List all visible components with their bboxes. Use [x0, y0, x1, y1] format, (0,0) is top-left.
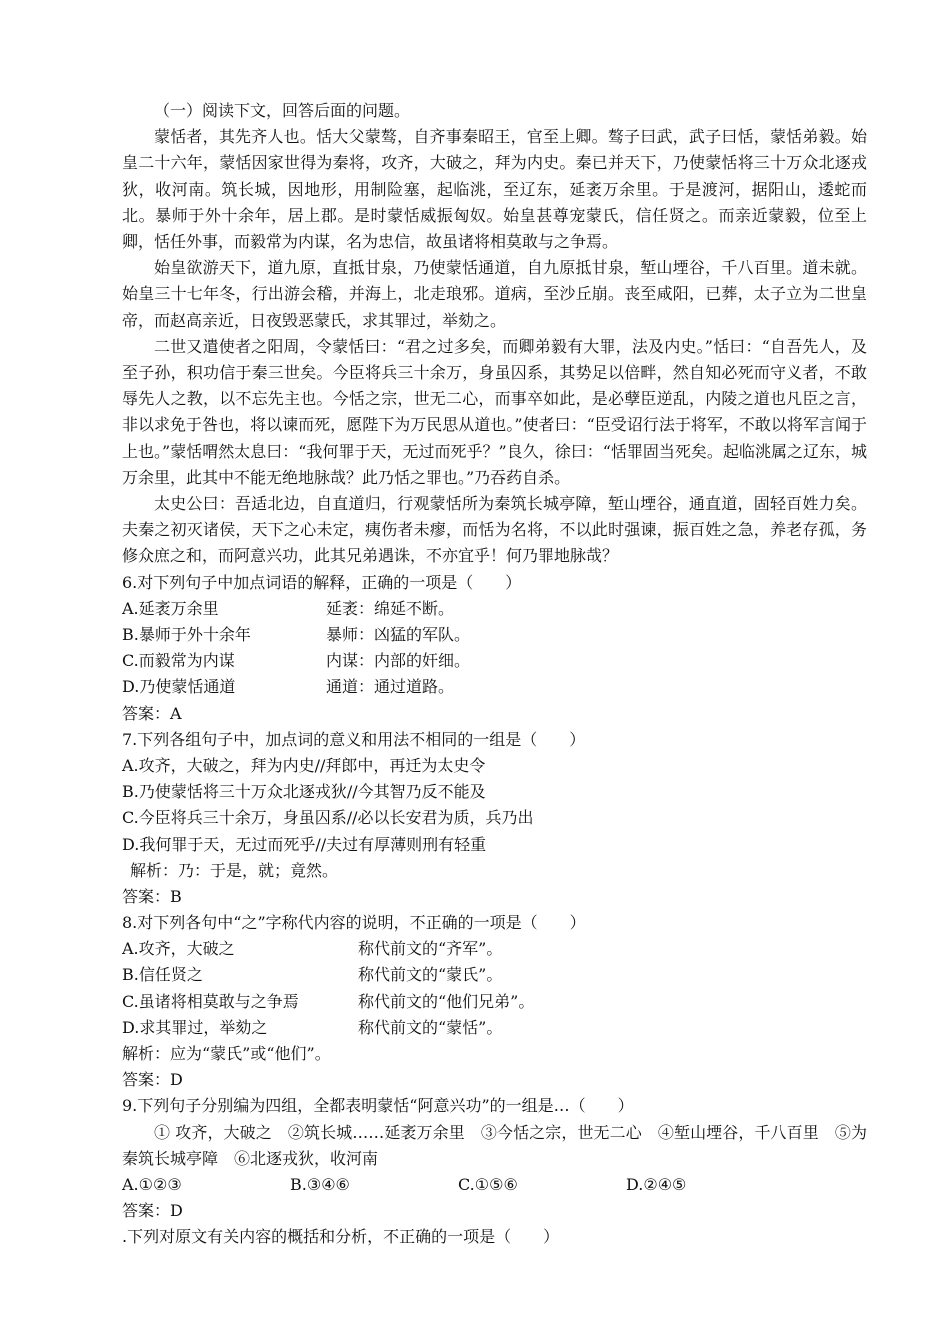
q6-option-b — [122, 622, 867, 648]
q9-choice-a: A.①②③ — [122, 1175, 182, 1194]
q9-stem: 9.下列句子分别编为四组，全都表明蒙恬“阿意兴功”的一组是…（ ） — [122, 1096, 634, 1116]
q8-answer: 答案：D — [122, 1070, 183, 1090]
q9-choice-c: C.①⑤⑥ — [458, 1175, 518, 1194]
passage-paragraph-3: 二世又遣使者之阳周，令蒙恬曰：“君之过多矣，而卿弟毅有大罪，法及内史。”恬曰：“自吾先人，及至子孙，积功信于秦三世矣。今臣将兵三十余万，身虽囚系，其势足以倍畔，然自知必死而守义者，不敢辱先人之教，以不忘先主也。今恬之宗，世无二心，而事卒如此，是必孽臣逆乱，内陵之道也凡臣之言，非以求免于咎也，将以谏而死，愿陛下为万民思从道也。”使者曰：“臣受诏行法于将军，不敢以将军言闻于上也。”蒙恬喟然太息曰：“我何罪于天，无过而死乎？”良久，徐曰：“恬罪固当死矣。起临洮属之辽东，城万余里，此其中不能无绝地脉哉？此乃恬之罪也。”乃吞药自杀。 — [122, 336, 867, 487]
q9-answer: 答案：D — [122, 1201, 183, 1221]
q6-option-d-sentence: D.乃使蒙恬通道 — [122, 677, 236, 697]
passage-paragraph-1: 蒙恬者，其先齐人也。恬大父蒙骜，自齐事秦昭王，官至上卿。骜子曰武，武子曰恬，蒙恬弟毅。始皇二十六年，蒙恬因家世得为秦将，攻齐，大破之，拜为内史。秦已并天下，乃使蒙恬将三十万众北逐戎狄，收河南。筑长城，因地形，用制险塞，起临洮，至辽东，延袤万余里。于是渡河，据阳山，逶蛇而北。暴师于外十余年，居上郡。是时蒙恬威振匈奴。始皇甚尊宠蒙氏，信任贤之。而亲近蒙毅，位至上卿，恬任外事，而毅常为内谋，名为忠信，故虽诸将相莫敢与之争焉。 — [122, 127, 867, 252]
q7-option-a: A.攻齐，大破之，拜为内史//拜郎中，再迁为太史令 — [122, 755, 486, 775]
q8-option-d-sentence: D.求其罪过，举劾之 — [122, 1017, 268, 1037]
q8-option-a — [122, 936, 867, 962]
q8-option-a-explanation: 称代前文的“齐军”。 — [358, 939, 503, 959]
passage-paragraph-2: 始皇欲游天下，道九原，直抵甘泉，乃使蒙恬通道，自九原抵甘泉，堑山堙谷，千八百里。道未就。始皇三十七年冬，行出游会稽，并海上，北走琅邪。道病，至沙丘崩。丧至咸阳，已葬，太子立为二世皇帝，而赵高亲近，日夜毁恶蒙氏，求其罪过，举劾之。 — [122, 258, 867, 330]
q6-option-d — [122, 674, 867, 700]
q6-option-b-sentence: B.暴师于外十余年 — [122, 625, 251, 645]
q10-stem: .下列对原文有关内容的概括和分析，不正确的一项是（ ） — [122, 1227, 560, 1247]
q7-analysis: 解析：乃：于是，就；竟然。 — [130, 860, 339, 880]
q9-choice-d: D.②④⑤ — [626, 1175, 687, 1194]
q6-option-c-sentence: C.而毅常为内谋 — [122, 651, 235, 671]
document-page — [122, 98, 867, 1251]
q8-option-a-sentence: A.攻齐，大破之 — [122, 939, 235, 959]
q6-option-d-explanation: 通道：通过道路。 — [326, 677, 455, 697]
q6-option-a — [122, 596, 867, 622]
q8-option-d-explanation: 称代前文的“蒙恬”。 — [358, 1017, 503, 1037]
q6-option-c — [122, 648, 867, 674]
q7-option-c: C.今臣将兵三十余万，身虽囚系//必以长安君为质，兵乃出 — [122, 808, 534, 828]
q6-option-b-explanation: 暴师：凶猛的军队。 — [326, 625, 471, 645]
q6-stem: 6.对下列句子中加点词语的解释，正确的一项是（ ） — [122, 572, 522, 592]
q8-option-b — [122, 962, 867, 988]
q7-option-b: B.乃使蒙恬将三十万众北逐戎狄//今其智乃反不能及 — [122, 782, 486, 802]
q8-option-c-explanation: 称代前文的“他们兄弟”。 — [358, 991, 535, 1011]
q7-answer: 答案：B — [122, 886, 182, 906]
q8-option-c — [122, 989, 867, 1015]
q8-analysis: 解析：应为“蒙氏”或“他们”。 — [122, 1044, 331, 1064]
q8-option-b-explanation: 称代前文的“蒙氏”。 — [358, 965, 503, 985]
q7-option-d: D.我何罪于天，无过而死乎//夫过有厚薄则刑有轻重 — [122, 834, 487, 854]
q8-option-d — [122, 1015, 867, 1041]
q6-option-a-sentence: A.延袤万余里 — [122, 598, 219, 618]
q8-option-c-sentence: C.虽诸将相莫敢与之争焉 — [122, 991, 299, 1011]
q9-choices — [122, 1172, 867, 1198]
q6-answer: 答案：A — [122, 703, 182, 723]
q6-option-a-explanation: 延袤：绵延不断。 — [326, 598, 455, 618]
section-heading: （一）阅读下文，回答后面的问题。 — [154, 101, 411, 120]
q7-stem: 7.下列各组句子中，加点词的意义和用法不相同的一组是（ ） — [122, 729, 586, 749]
q8-option-b-sentence: B.信任贤之 — [122, 965, 203, 985]
passage-paragraph-4: 太史公曰：吾适北边，自直道归，行观蒙恬所为秦筑长城亭障，堑山堙谷，通直道，固轻百姓力矣。夫秦之初灭诸侯，天下之心未定，痍伤者未瘳，而恬为名将，不以此时强谏，振百姓之急，养老存孤，务修众庶之和，而阿意兴功，此其兄弟遇诛，不亦宜乎！何乃罪地脉哉？ — [122, 494, 867, 566]
q9-choice-b: B.③④⑥ — [290, 1175, 350, 1194]
q9-items: ① 攻齐，大破之 ②筑长城……延袤万余里 ③今恬之宗，世无二心 ④堑山堙谷，千八百里 ⑤为秦筑长城亭障 ⑥北逐戎狄，收河南 — [122, 1122, 867, 1168]
q6-option-c-explanation: 内谋：内部的奸细。 — [326, 651, 471, 671]
q8-stem: 8.对下列各句中“之”字称代内容的说明，不正确的一项是（ ） — [122, 913, 586, 933]
